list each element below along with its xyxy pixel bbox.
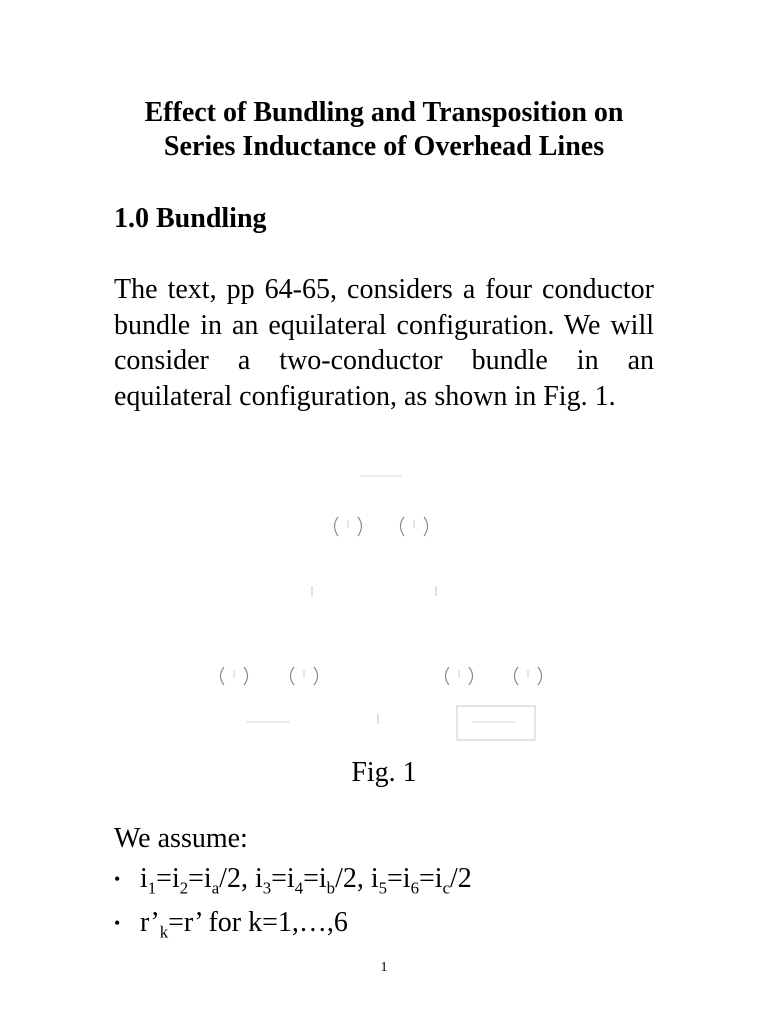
title-line-1: Effect of Bundling and Transposition on [144,97,624,128]
conductor-paren [358,517,362,536]
conductor-diagram [0,460,768,750]
conductor-paren [515,667,519,685]
conductor-paren [244,667,248,685]
conductor-paren [446,667,450,685]
section-heading: 1.0 Bundling [114,203,267,234]
conductor-paren [335,517,339,536]
radius-relation: $r’_k=r$’ for k=1,…,6 [140,906,348,942]
title-line-2: Series Inductance of Overhead Lines [163,131,605,162]
conductor-paren [314,667,318,685]
conductor-paren [469,667,473,685]
figure-1 [0,460,768,750]
page-number: 1 [380,960,388,975]
dimension-box [457,706,535,740]
bullet-icon: • [114,869,121,889]
body-paragraph: The text, pp 64-65, considers a four conductor bundle in an equilateral configuration. We will consider a two-conductor bundle in an equilateral configuration, as shown in Fig. 1. [114,274,654,412]
list-item [114,862,472,906]
assume-heading: We assume: [114,823,248,854]
document-title [0,96,768,164]
assumption-list [114,862,472,949]
conductor-paren [291,667,295,685]
conductor-paren [401,517,405,536]
list-item [114,906,472,950]
figure-caption: Fig. 1 [351,757,417,788]
conductor-paren [538,667,542,685]
conductor-paren [221,667,225,685]
current-relation: $i_1=i_2=i_a/2$, $i_3=i_4=i_b/2$, $i_5=i_6=i_c/2$ [140,863,472,898]
conductor-paren [424,517,428,536]
bullet-icon: • [114,912,121,933]
